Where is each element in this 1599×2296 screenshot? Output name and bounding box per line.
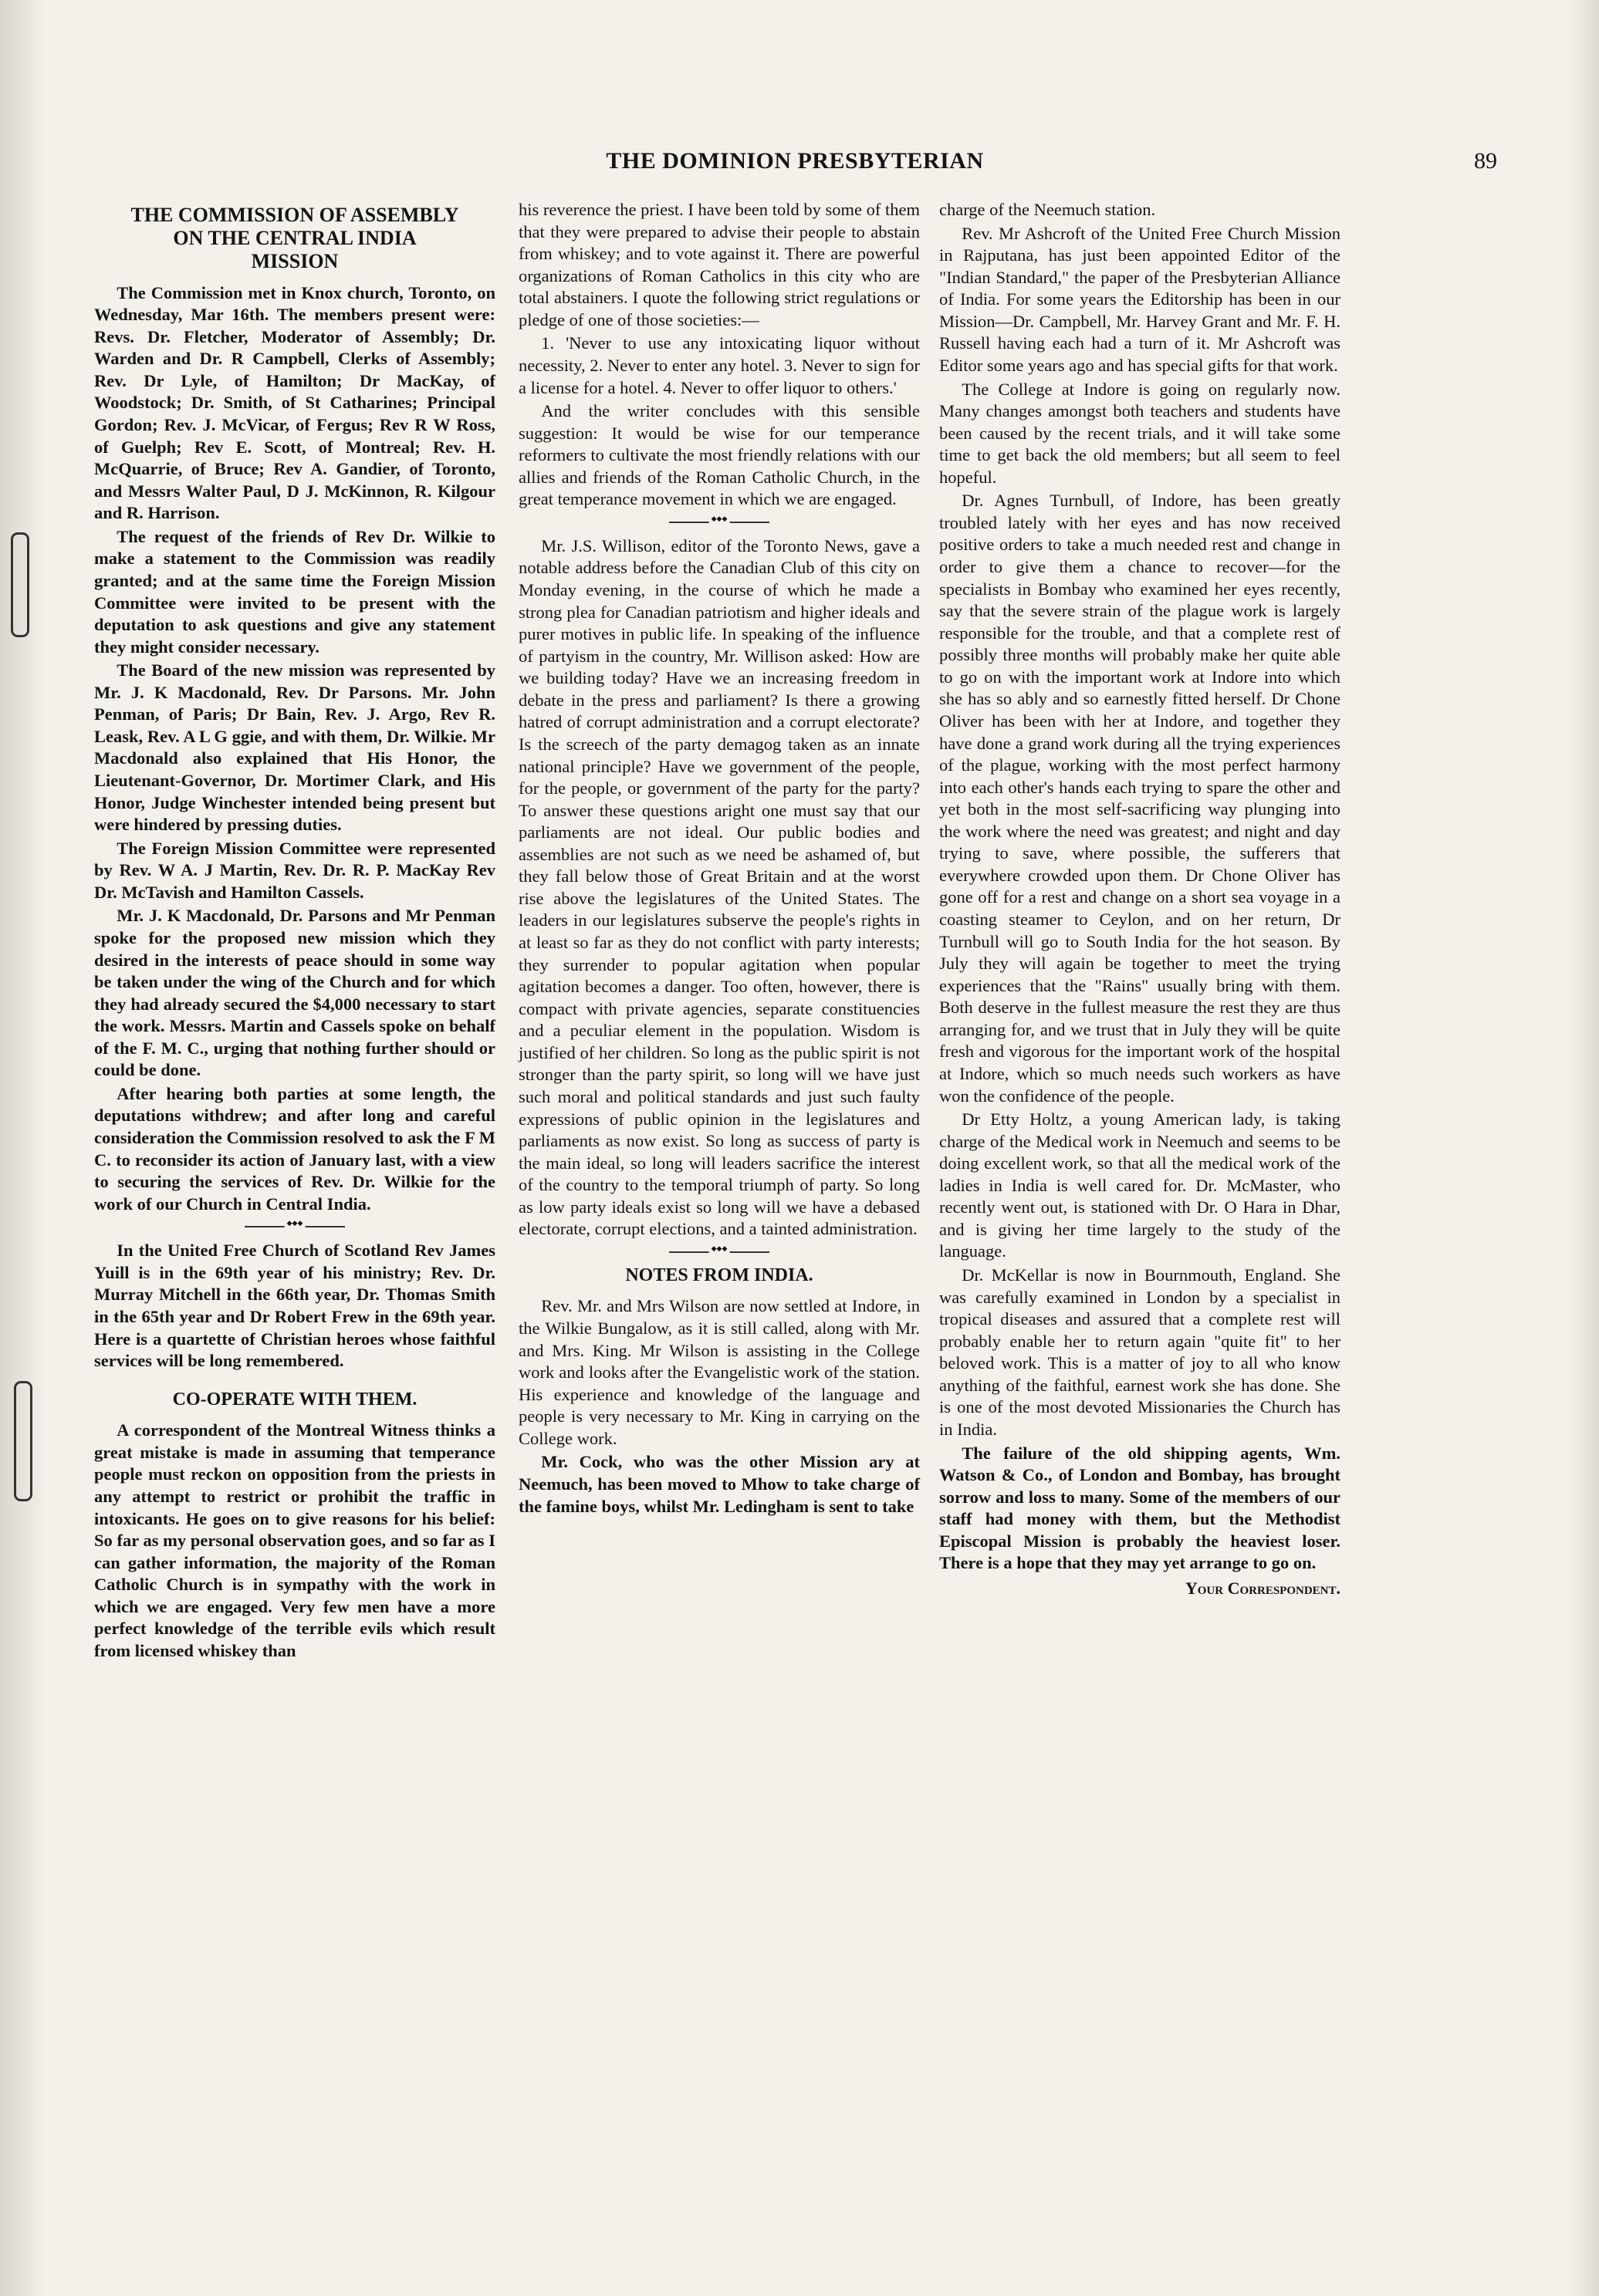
paragraph: The Commission met in Knox church, Toronto, on Wednesday, Mar 16th. The members present were: Revs. Dr. Fletcher, Moderator of Assembly; Dr. Warden and Dr. R Campbell, Clerks of Assembly; Rev. Dr Lyle, of Hamilton; Dr MacKay, of Woodstock; Dr. Smith, of St Catharines; Principal Gordon; Rev. J. McVicar, of Fergus; Rev R W Ross, of Guelph; Rev E. Scott, of Montreal; Rev. H. McQuarrie, of Bruce; Rev A. Gandier, of Toronto, and Messrs Walter Paul, D J. McKinnon, R. Kilgour and R. Harrison. <box>94 282 495 523</box>
paragraph: The Board of the new mission was represented by Mr. J. K Macdonald, Rev. Dr Parsons. Mr. John Penman, of Paris; Dr Bain, Rev. J. Argo, Rev R. Leask, Rev. A L G ggie, and with them, Dr. Wilkie. Mr Macdonald also explained that His Honor, the Lieutenant-Governor, Dr. Mortimer Clark, and His Honor, Judge Winchester intended being present but were hindered by pressing duties. <box>94 660 495 835</box>
paragraph: 1. 'Never to use any intoxicating liquor without necessity, 2. Never to enter any hotel. 3. Never to sign for a license for a hotel. 4. Never to offer liquor to others.' <box>519 333 920 397</box>
paragraph: his reverence the priest. I have been told by some of them that they were prepared to advise their people to abstain from whiskey; and to vote against it. There are powerful organizations of Roman Catholics in this city who are total abstainers. I quote the following strict regulations or pledge of one of those societies:— <box>519 200 920 329</box>
title-line: MISSION <box>251 249 339 272</box>
section-divider <box>669 522 769 523</box>
paragraph: Mr. J.S. Willison, editor of the Toronto News, gave a notable address before the Canadian Club of this city on Monday evening, in the course of which he made a strong plea for Canadian patriotism and higher ideals and purer motives in public life. In speaking of the influence of partyism in the country, Mr. Willison asked: How are we building today? Have we an increasing freedom in debate in the press and parliament? Is there a growing hatred of corrupt administration and a corrupt electorate? Is the screech of the party demagog taken as an innate national principle? Have we government of the people, for the people, or government of the party for the party? To answer these questions aright one must say that our parliaments are not ideal. Our public bodies and assemblies are not such as we need be ashamed of, but they fall below those of Great Britain and at the worst rise above the legislatures of the United States. The leaders in our legislatures subserve the people's rights in at least so far as they do not conflict with party interests; they surrender to popular agitation when popular agitation becomes a danger. Too often, however, there is compact with private agencies, separate constituencies and a peculiar element in the population. Wisdom is justified of her children. So long as the public spirit is not stronger than the party spirit, so long will we have just such moral and political standards and just such faulty expressions of public opinion in the legislatures and parliaments as now exist. So long as success of party is the main ideal, so long will leaders sacrifice the interest of the country to the temporal triumph of party. So long as low party ideals exist so long will we have a debased electorate, corrupt elections, and a tainted administration. <box>519 535 920 1239</box>
paragraph: In the United Free Church of Scotland Rev James Yuill is in the 69th year of his ministry; Rev. Dr. Murray Mitchell in the 66th year, Dr. Thomas Smith in the 65th year and Dr Robert Frew in the 69th year. Here is a quartette of Christian heroes whose faithful services will be long remembered. <box>94 1241 495 1371</box>
title-line: ON THE CENTRAL INDIA <box>173 226 417 249</box>
paragraph: The Foreign Mission Committee were represented by Rev. W A. J Martin, Rev. Dr. R. P. MacKay Rev Dr. McTavish and Hamilton Cassels. <box>94 838 495 902</box>
paragraph: Dr. Agnes Turnbull, of Indore, has been greatly troubled lately with her eyes and has now received positive orders to take a much needed rest and change in order to give them a chance to recover—for the specialists in Bombay who examined her eyes recently, say that the severe strain of the plague work is largely responsible for the trouble, and that a complete rest of possibly three months will probably make her quite able to go on with the important work at Indore into which she has so ably and so earnestly fitted herself. Dr Chone Oliver has been with her at Indore, and together they have done a grand work during all the trying experiences of the plague, working with the most perfect harmony into each other's hands each trying to spare the other and yet both in the most self-sacrificing way plunging into the work where the need was greatest; and night and day trying to save, where possible, the sufferers that everywhere crowded upon them. Dr Chone Oliver has gone off for a rest and change on a short sea voyage in a coasting steamer to Ceylon, and on her return, Dr Turnbull will go to South India for the hot season. By July they will again be together to meet the trying experiences that the "Rains" usually bring with them. Both deserve in the fullest measure the rest they are thus arranging for, and we trust that in July they will be quite fresh and vigorous for the important work of the hospital at Indore, which so much needs such workers as have won the confidence of the people. <box>939 491 1340 1106</box>
paragraph: A correspondent of the Montreal Witness thinks a great mistake is made in assuming that temperance people must reckon on opposition from the priests in any attempt to restrict or prohibit the traffic in intoxicants. He goes on to give reasons for his belief: So far as my personal observation goes, and so far as I can gather information, the majority of the Roman Catholic Church is in sympathy with the work in which we are engaged. Very few men have a more perfect knowledge of the terrible evils which result from licensed whiskey than <box>94 1420 495 1660</box>
column-2 <box>519 199 920 1518</box>
signature: Your Correspondent. <box>1185 1578 1340 1598</box>
running-head: THE DOMINION PRESBYTERIAN <box>606 148 984 174</box>
page-number: 89 <box>1474 148 1497 174</box>
page-header <box>93 148 1497 182</box>
page-edge-shadow-right <box>1568 0 1599 2296</box>
page-edge-shadow-left <box>0 0 46 2296</box>
paragraph: charge of the Neemuch station. <box>939 200 1156 219</box>
section-divider <box>245 1226 345 1227</box>
column-3 <box>939 199 1340 1599</box>
paragraph: The failure of the old shipping agents, Wm. Watson & Co., of London and Bombay, has brought sorrow and loss to many. Some of the members of our staff had money with them, but the Methodist Episcopal Mission is probably the heaviest loser. There is a hope that they may yet arrange to go on. <box>939 1443 1340 1573</box>
paragraph: Dr Etty Holtz, a young American lady, is taking charge of the Medical work in Neemuch and seems to be doing excellent work, so that all the medical work of the ladies in India is well cared for. Dr. McMaster, who recently went out, is stationed with Dr. O Hara in Dhar, and is giving her time largely to the study of the language. <box>939 1109 1340 1261</box>
paragraph: Rev. Mr Ashcroft of the United Free Church Mission in Rajputana, has just been appointed Editor of the "Indian Standard," the paper of the Presbyterian Alliance of India. For some years the Editorship has been in our Mission—Dr. Campbell, Mr. Harvey Grant and Mr. F. H. Russell having each had a turn of it. Mr Ashcroft was Editor some years ago and has special gifts for that work. <box>939 223 1340 375</box>
article-title-notes-india: NOTES FROM INDIA. <box>625 1264 813 1285</box>
paragraph: After hearing both parties at some length, the deputations withdrew; and after long and careful consideration the Commission resolved to ask the F M C. to reconsider its action of January last, with a view to securing the services of Rev. Dr. Wilkie for the work of our Church in Central India. <box>94 1083 495 1214</box>
binding-clip-mark <box>11 532 29 637</box>
article-title-commission <box>94 204 495 273</box>
section-divider <box>669 1251 769 1253</box>
paragraph: Dr. McKellar is now in Bournmouth, England. She was carefully examined in London by a specialist in tropical diseases and assured that a complete rest will probably enable her to return again "quite fit" to her beloved work. This is a matter of joy to all who know anything of the faithful, earnest work she has done. She is one of the most devoted Missionaries the Church has in India. <box>939 1265 1340 1439</box>
title-line: THE COMMISSION OF ASSEMBLY <box>130 204 459 226</box>
paragraph: The request of the friends of Rev Dr. Wilkie to make a statement to the Commission was readily granted; and at the same time the Foreign Mission Committee were invited to be present with the deputation to ask questions and give any statement they might consider necessary. <box>94 526 495 657</box>
paragraph: Mr. J. K Macdonald, Dr. Parsons and Mr Penman spoke for the proposed new mission which they desired in the interests of peace should in some way be taken under the wing of the Church and for which they had already secured the $4,000 necessary to start the work. Messrs. Martin and Cassels spoke on behalf of the F. M. C., urging that nothing further should or could be done. <box>94 906 495 1080</box>
paragraph: Mr. Cock, who was the other Mission ary at Neemuch, has been moved to Mhow to take charge of the famine boys, whilst Mr. Ledingham is sent to take <box>519 1452 920 1516</box>
paragraph: The College at Indore is going on regularly now. Many changes amongst both teachers and students have been caused by the recent trials, and it will take some time to get back the old members; but all seem to feel hopeful. <box>939 379 1340 487</box>
binding-clip-mark <box>14 1381 32 1501</box>
paragraph: Rev. Mr. and Mrs Wilson are now settled at Indore, in the Wilkie Bungalow, as it is still called, along with Mr. and Mrs. King. Mr Wilson is assisting in the College work and looks after the Evangelistic work of the station. His experience and knowledge of the language and people is very necessary to Mr. King in carrying on the College work. <box>519 1296 920 1448</box>
column-1 <box>94 199 495 1662</box>
paragraph: And the writer concludes with this sensible suggestion: It would be wise for our temperance reformers to cultivate the most friendly relations with our allies and friends of the Roman Catholic Church, in the great temperance movement in which we are engaged. <box>519 401 920 509</box>
article-title-cooperate: CO-OPERATE WITH THEM. <box>172 1389 417 1410</box>
